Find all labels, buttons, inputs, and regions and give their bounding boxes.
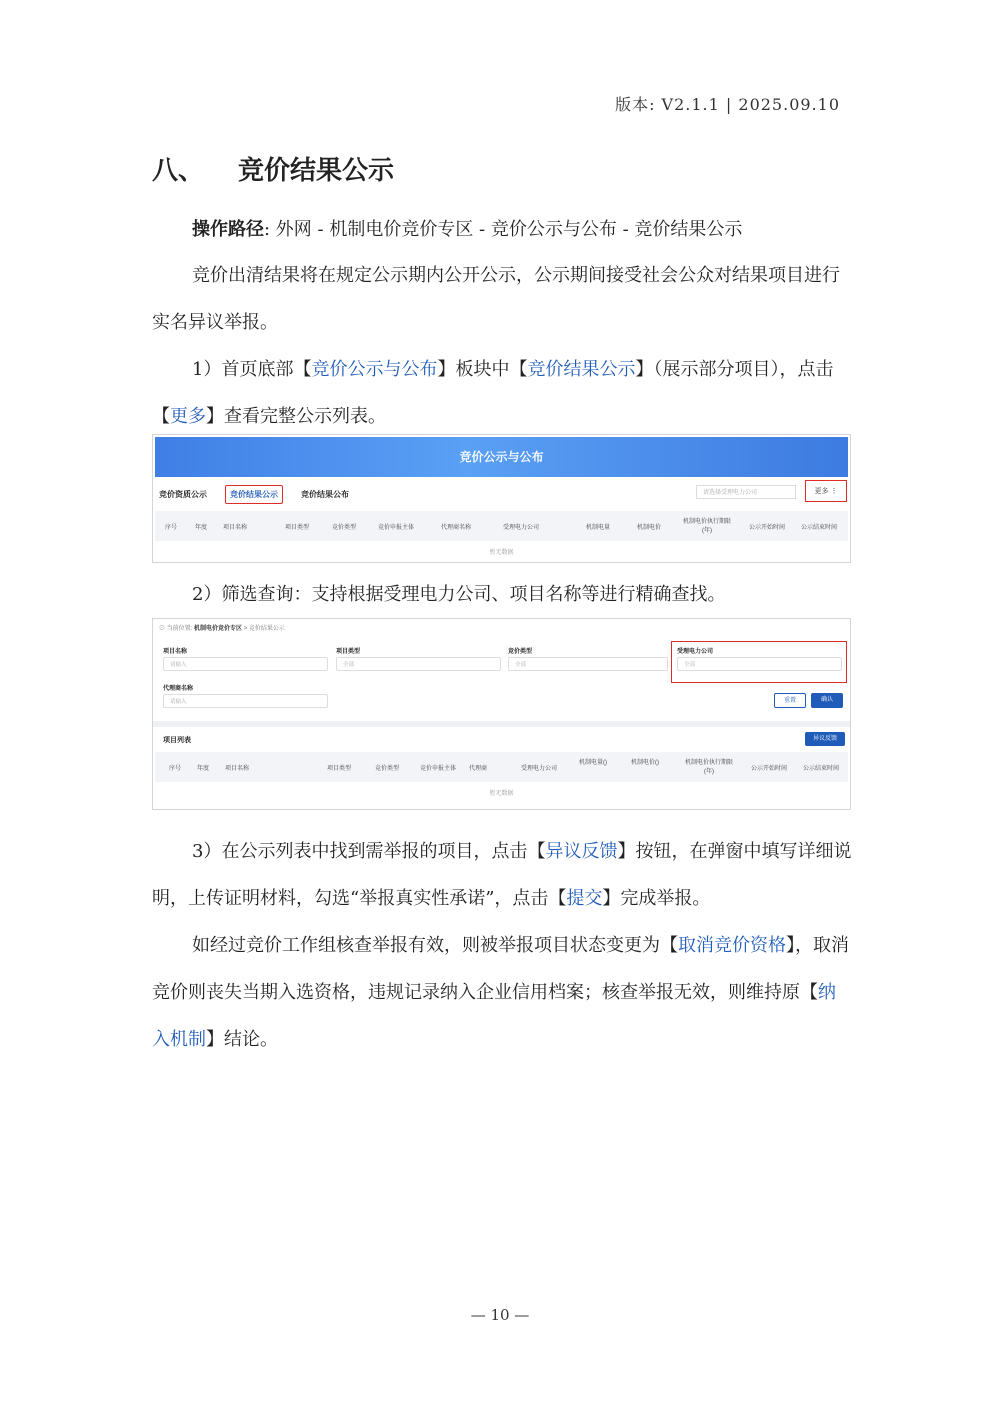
col-header: 竞价类型 [331,525,356,531]
col-header: 年度 [194,525,207,531]
step2-text: 2）筛选查询：支持根据受理电力公司、项目名称等进行精确查找。 [192,584,726,605]
table-header [155,752,848,782]
empty-state: 暂无数据 [489,550,514,556]
link-bidding-announce: 竞价公示与公布 [311,359,438,380]
breadcrumb-current: > 竞价结果公示 [243,626,285,632]
intro-text: 竞价出清结果将在规定公示期内公开公示，公示期间接受社会公众对结果项目进行实名异议举报。 [152,265,840,333]
col-header: 机制电价执行期限(年) [682,519,731,534]
col-header: 机制电量 [585,525,610,531]
list-title: 项目列表 [163,737,191,744]
screenshot-filter-panel [152,618,851,810]
path-label: 操作路径 [192,219,264,240]
col-header: 公示开始时间 [750,766,787,772]
step1-paragraph [152,346,852,440]
col-header: 机制电量() [579,760,607,766]
col-header: 代理商 [468,766,487,772]
col-header: 竞价类型 [374,766,399,772]
path-colon: : [264,219,276,240]
highlight-box [671,641,847,683]
col-header: 公示结束时间 [800,525,837,531]
result-text-1: 如经过竞价工作组核查举报有效，则被举报项目状态变更为【 [192,935,678,956]
col-header: 序号 [164,525,177,531]
link-include-mechanism: 纳入机制 [152,982,836,1050]
col-header: 机制电价() [631,760,659,766]
result-paragraph [152,922,852,1063]
bidding-type-select[interactable]: 全部 [508,657,668,671]
link-result-publicity: 竞价结果公示 [527,359,636,380]
col-header: 受理电力公司 [520,766,557,772]
link-more: 更多 [170,406,206,427]
col-header: 序号 [168,766,181,772]
step1-text-1: 1）首页底部【 [192,359,312,380]
confirm-button[interactable]: 确认 [811,693,843,708]
reset-button[interactable]: 重置 [774,693,806,708]
feedback-button[interactable]: 异议反馈 [805,732,845,746]
label-power-company: 受理电力公司 [677,649,714,655]
path-value: 外网 - 机制电价竞价专区 - 竞价公示与公布 - 竞价结果公示 [275,219,743,240]
project-type-select[interactable]: 全部 [336,657,501,671]
col-header: 项目名称 [224,766,249,772]
label-project-name: 项目名称 [163,649,188,655]
col-header: 代理商名称 [440,525,471,531]
section-title: 竞价结果公示 [238,156,395,186]
step3-text-3: 】完成举报。 [602,888,711,909]
section-heading [152,150,394,187]
label-project-type: 项目类型 [336,649,361,655]
table-header [155,511,848,541]
link-feedback: 异议反馈 [545,841,618,862]
breadcrumb-item[interactable]: 机制电价竞价专区 [194,626,243,632]
step1-text-4: 】查看完整公示列表。 [206,406,386,427]
power-company-select[interactable]: 全部 [677,657,842,671]
step2-paragraph [152,571,852,618]
page-number: — 10 — [470,1306,530,1324]
project-name-input[interactable]: 请输入 [163,657,328,671]
tab-result-announce[interactable]: 竞价结果公布 [301,490,349,499]
link-cancel-qualification: 取消竞价资格 [678,935,786,956]
link-submit: 提交 [566,888,603,909]
col-header: 项目类型 [284,525,309,531]
more-button[interactable]: 更多 ⋮ [805,480,847,502]
col-header: 机制电价执行期限(年) [684,760,733,775]
empty-state: 暂无数据 [489,791,514,797]
step3-text-2: 】按钮，在弹窗中填写详细说明，上传证明材料，勾选“举报真实性承诺”，点击【 [152,841,852,909]
col-header: 项目名称 [222,525,247,531]
result-text-2: 】，取消竞价则丧失当期入选资格，违规记录纳入企业信用档案；核查举报无效，则维持原【 [152,935,849,1003]
step3-text-1: 3）在公示列表中找到需举报的项目，点击【 [192,841,546,862]
col-header: 竞价申报主体 [377,525,414,531]
result-text-3: 】结论。 [206,1029,278,1050]
version-label: 版本: V2.1.1 | 2025.09.10 [615,95,840,114]
step3-paragraph [152,828,852,922]
step1-text-3: 】（展示部分项目），点击【 [152,359,834,427]
operation-path [152,206,852,253]
col-header: 公示结束时间 [802,766,839,772]
label-agent-name: 代理商名称 [163,686,194,692]
col-header: 项目类型 [326,766,351,772]
panel-tabs [155,485,367,504]
step1-text-2: 】板块中【 [437,359,528,380]
intro-paragraph [152,252,852,346]
col-header: 公示开始时间 [748,525,785,531]
agent-name-input[interactable]: 请输入 [163,694,328,708]
col-header: 竞价申报主体 [419,766,456,772]
panel-banner: 竞价公示与公布 [155,437,848,477]
tab-result-publicity[interactable]: 竞价结果公示 [225,485,283,504]
breadcrumb-prefix: ⊙ 当前位置: [159,626,193,632]
section-divider [153,721,850,727]
label-bidding-type: 竞价类型 [508,649,533,655]
col-header: 机制电价 [636,525,661,531]
col-header: 受理电力公司 [502,525,539,531]
screenshot-publicity-panel [152,434,851,563]
power-company-select[interactable]: 请选择受理电力公司 [696,485,796,499]
section-number: 八、 [152,156,205,186]
breadcrumb [159,623,285,632]
col-header: 年度 [196,766,209,772]
tab-qualification[interactable]: 竞价资质公示 [159,490,207,499]
